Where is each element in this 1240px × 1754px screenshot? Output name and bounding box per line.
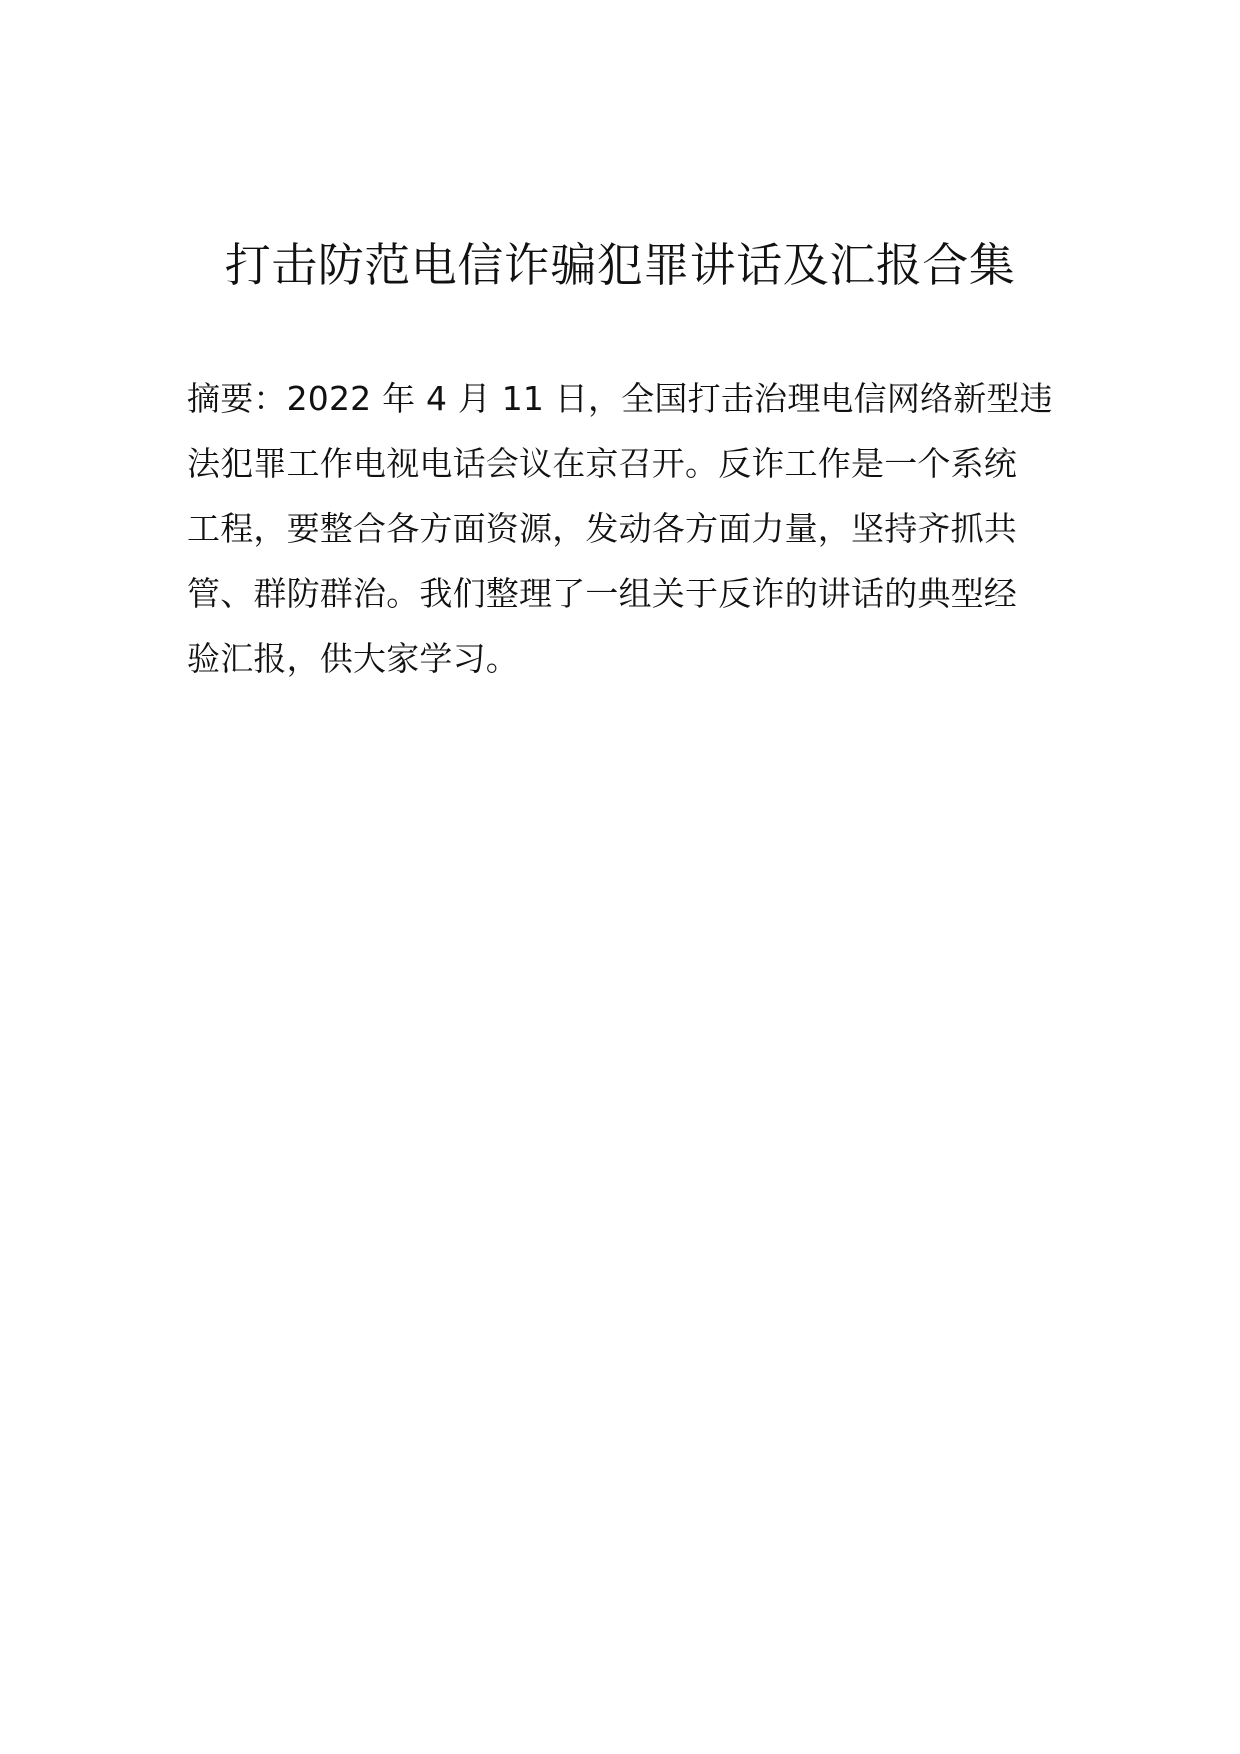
abstract-paragraph xyxy=(187,366,1067,691)
document-title: 打击防范电信诈骗犯罪讲话及汇报合集 xyxy=(224,238,1016,292)
abstract-line: 管、群防群治。我们整理了一组关于反诈的讲话的典型经 xyxy=(187,574,1017,613)
abstract-line: 工程，要整合各方面资源，发动各方面力量，坚持齐抓共 xyxy=(187,509,1017,548)
abstract-line: 法犯罪工作电视电话会议在京召开。反诈工作是一个系统 xyxy=(187,444,1017,483)
abstract-line: 验汇报，供大家学习。 xyxy=(187,639,519,678)
abstract-line: 摘要：2022 年 4 月 11 日，全国打击治理电信网络新型违 xyxy=(187,379,1053,418)
